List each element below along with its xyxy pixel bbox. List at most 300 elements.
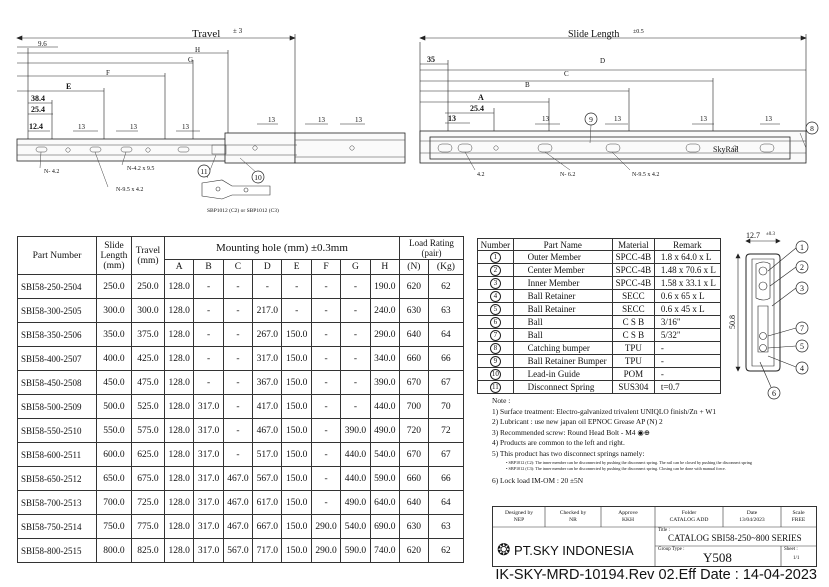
spec-cell: 317.0: [194, 419, 223, 443]
spec-cell: -: [311, 371, 340, 395]
col-hole-A: A: [164, 260, 193, 275]
parts-cell-number: [478, 381, 514, 394]
drawing-title: CATALOG SBI58-250~800 SERIES: [668, 533, 802, 543]
hole-label-n42x95: N-4.2 x 9.5: [127, 166, 155, 172]
spec-cell: 550.0: [96, 419, 131, 443]
parts-cell: t=0.7: [654, 381, 720, 394]
dim-25-4-right: 25.4: [470, 104, 484, 113]
parts-cell: Ball Retainer Bumper: [513, 355, 612, 368]
spec-cell: 630: [399, 299, 428, 323]
spec-cell: 66: [428, 347, 463, 371]
spec-cell: 340.0: [370, 347, 399, 371]
parts-cell: 5/32": [654, 329, 720, 342]
slide-length-label: Slide Length: [568, 29, 620, 40]
note-1: 1) Surface treatment: Electro-galvanized trivalent UNIQLO finish/Zn + W1: [492, 406, 717, 416]
spec-cell: 150.0: [282, 491, 311, 515]
spec-cell: 425.0: [131, 347, 164, 371]
spec-row: [18, 371, 464, 395]
spec-cell: SBI58-550-2510: [18, 419, 97, 443]
spec-cell: 440.0: [341, 467, 370, 491]
folder: CATALOG ADD: [669, 517, 709, 523]
spec-cell: 620: [399, 275, 428, 299]
parts-row: [478, 251, 721, 264]
parts-cell-number: [478, 303, 514, 316]
spec-cell: 640: [399, 323, 428, 347]
spec-cell: 62: [428, 275, 463, 299]
parts-cell: Lead-in Guide: [513, 368, 612, 381]
spec-cell: -: [311, 443, 340, 467]
spec-cell: 575.0: [131, 419, 164, 443]
parts-row: [478, 355, 721, 368]
part-number-circle: 8: [490, 343, 501, 354]
spec-cell: 128.0: [164, 443, 193, 467]
spec-cell: -: [311, 299, 340, 323]
spec-cell: 670: [399, 443, 428, 467]
callout-8: 8: [810, 124, 814, 133]
section-callout-2: 2: [800, 263, 804, 272]
section-callout-3: 3: [800, 284, 804, 293]
parts-cell-number: [478, 264, 514, 277]
parts-row: [478, 381, 721, 394]
spec-cell: SBI58-500-2509: [18, 395, 97, 419]
section-callout-6: 6: [772, 389, 776, 398]
dim-38-4: 38.4: [31, 94, 45, 103]
spec-cell: 640.0: [370, 491, 399, 515]
spec-cell: -: [341, 299, 370, 323]
spec-cell: 128.0: [164, 515, 193, 539]
part-number-circle: 1: [490, 252, 501, 263]
spec-cell: SBI58-250-2504: [18, 275, 97, 299]
part-number-circle: 7: [490, 330, 501, 341]
parts-cell-number: [478, 316, 514, 329]
spec-cell: 128.0: [164, 323, 193, 347]
spec-cell: 150.0: [282, 419, 311, 443]
spec-cell: -: [194, 371, 223, 395]
spec-cell: -: [311, 323, 340, 347]
spec-cell: 800.0: [96, 539, 131, 563]
spec-cell: 128.0: [164, 275, 193, 299]
spec-cell: 440.0: [341, 443, 370, 467]
spec-cell: 70: [428, 395, 463, 419]
spec-cell: 625.0: [131, 443, 164, 467]
parts-cell: TPU: [612, 355, 654, 368]
parts-cell: Center Member: [513, 264, 612, 277]
note-4: 4) Products are common to the left and right.: [492, 438, 625, 448]
parts-cell: TPU: [612, 342, 654, 355]
parts-cell: POM: [612, 368, 654, 381]
spec-cell: 540.0: [341, 515, 370, 539]
spec-cell: 450.0: [96, 371, 131, 395]
parts-cell: Ball Retainer: [513, 303, 612, 316]
spring-code: SBP1012 (C2) or SBP1012 (C3): [207, 208, 279, 214]
spec-cell: 660: [399, 347, 428, 371]
spec-cell: 317.0: [194, 515, 223, 539]
spec-cell: 150.0: [282, 467, 311, 491]
callout-11: 11: [200, 167, 208, 176]
hole-label-4-2: 4.2: [477, 172, 485, 178]
parts-cell-number: [478, 342, 514, 355]
parts-table: [477, 238, 721, 394]
spec-cell: 467.0: [253, 419, 282, 443]
parts-row: [478, 329, 721, 342]
col-travel: Travel (mm): [131, 237, 164, 275]
note-5a: • SBP1012 (C2): The inner member can be disconnected by pushing the disconnect spring. The rail can be closed by pushing the disconnect spring: [506, 459, 752, 465]
hole-label-n95-left: N-9.5 x 4.2: [116, 187, 144, 193]
parts-cell: Ball Retainer: [513, 290, 612, 303]
spec-cell: 128.0: [164, 395, 193, 419]
col-part-number: Part Number: [18, 237, 97, 275]
col-hole-D: D: [253, 260, 282, 275]
spec-cell: 150.0: [282, 323, 311, 347]
spec-cell: 128.0: [164, 347, 193, 371]
spec-cell: SBI58-750-2514: [18, 515, 97, 539]
spec-cell: 630: [399, 515, 428, 539]
spec-cell: SBI58-450-2508: [18, 371, 97, 395]
spec-cell: 350.0: [96, 323, 131, 347]
spec-table: [17, 236, 464, 563]
spec-cell: 567.0: [253, 467, 282, 491]
spec-cell: 67: [428, 371, 463, 395]
parts-row: [478, 368, 721, 381]
note-5b: • SBP1012 (C3): The inner member can be disconnected by pushing the disconnect spring. Closing can be done with manual force.: [506, 465, 726, 471]
part-number-circle: 6: [490, 317, 501, 328]
spec-cell: 300.0: [96, 299, 131, 323]
spec-cell: -: [223, 275, 252, 299]
spec-cell: -: [341, 395, 370, 419]
title-block: [492, 506, 817, 567]
spec-cell: -: [194, 347, 223, 371]
folder-label: Folder: [681, 510, 697, 516]
spec-cell: 367.0: [253, 371, 282, 395]
spec-cell: -: [253, 275, 282, 299]
dim-13-r4: 13: [765, 115, 772, 123]
spec-cell: 540.0: [370, 443, 399, 467]
spec-row: [18, 443, 464, 467]
spec-cell: 128.0: [164, 467, 193, 491]
spec-cell: 250.0: [131, 275, 164, 299]
cross-section: [730, 226, 829, 406]
parts-cell: Catching bumper: [513, 342, 612, 355]
spec-cell: -: [311, 275, 340, 299]
company-logo-icon: ❂: [497, 542, 511, 559]
document-footer: IK-SKY-MRD-10194.Rev 02.Eff Date : 14-04-2023: [495, 567, 817, 583]
spec-cell: 317.0: [194, 467, 223, 491]
spec-cell: -: [223, 347, 252, 371]
spec-cell: SBI58-800-2515: [18, 539, 97, 563]
spec-cell: 467.0: [223, 515, 252, 539]
col-hole-E: E: [282, 260, 311, 275]
spec-cell: 390.0: [370, 371, 399, 395]
checked-by: NR: [569, 517, 577, 523]
spec-cell: -: [223, 443, 252, 467]
spec-cell: -: [223, 323, 252, 347]
section-height: 50.8: [728, 315, 737, 329]
spec-cell: 128.0: [164, 299, 193, 323]
spec-cell: 475.0: [131, 371, 164, 395]
spec-cell: -: [311, 491, 340, 515]
parts-cell: -: [654, 355, 720, 368]
section-callout-4: 4: [800, 364, 804, 373]
note-3: 3) Recommended screw: Round Head Bolt - M4 ◉⊕: [492, 427, 650, 437]
dim-13-l6: 13: [355, 116, 362, 124]
col-mounting-hole: Mounting hole (mm) ±0.3mm: [164, 237, 399, 260]
spec-cell: 700.0: [96, 491, 131, 515]
spec-cell: 317.0: [194, 395, 223, 419]
section-callout-5: 5: [800, 342, 804, 351]
parts-cell: 1.8 x 64.0 x L: [654, 251, 720, 264]
spec-cell: SBI58-650-2512: [18, 467, 97, 491]
part-number-circle: 3: [490, 278, 501, 289]
spec-cell: 300.0: [131, 299, 164, 323]
col-load-1: (Kg): [428, 260, 463, 275]
section-callout-1: 1: [800, 243, 804, 252]
spec-cell: 150.0: [282, 371, 311, 395]
spec-cell: -: [311, 467, 340, 491]
spec-row: [18, 419, 464, 443]
note-2: 2) Lubricant : use new japan oil EPNOC Grease AP (N) 2: [492, 417, 663, 427]
parts-cell: Ball: [513, 316, 612, 329]
dim-13-l5: 13: [318, 116, 325, 124]
parts-cell: SECC: [612, 303, 654, 316]
designed-by: NEP: [513, 517, 525, 523]
spec-cell: 64: [428, 491, 463, 515]
parts-cell: SUS304: [612, 381, 654, 394]
parts-cell-number: [478, 329, 514, 342]
dim-13-r2: 13: [614, 115, 621, 123]
dim-35: 35: [427, 55, 435, 64]
spec-cell: 740.0: [370, 539, 399, 563]
parts-cell-number: [478, 290, 514, 303]
spec-cell: 128.0: [164, 539, 193, 563]
spec-cell: 440.0: [370, 395, 399, 419]
parts-cell: Outer Member: [513, 251, 612, 264]
parts-cell: 0.6 x 45 x L: [654, 303, 720, 316]
parts-cell: SPCC-4B: [612, 277, 654, 290]
spec-cell: -: [311, 419, 340, 443]
spec-cell: 720: [399, 419, 428, 443]
spec-cell: 128.0: [164, 419, 193, 443]
parts-row: [478, 290, 721, 303]
spec-cell: -: [282, 299, 311, 323]
spec-cell: 417.0: [253, 395, 282, 419]
parts-row: [478, 303, 721, 316]
spec-cell: 390.0: [341, 419, 370, 443]
spec-cell: 150.0: [282, 347, 311, 371]
spec-cell: SBI58-350-2506: [18, 323, 97, 347]
spec-cell: 775.0: [131, 515, 164, 539]
spec-cell: -: [194, 299, 223, 323]
col-slide-length: Slide Length (mm): [96, 237, 131, 275]
spec-cell: 617.0: [253, 491, 282, 515]
spec-cell: SBI58-700-2513: [18, 491, 97, 515]
spec-cell: -: [341, 347, 370, 371]
spec-cell: 640: [399, 491, 428, 515]
section-width: 12.7: [746, 231, 760, 240]
company-name: ❂ PT.SKY INDONESIA: [497, 542, 634, 559]
spec-cell: 660: [399, 467, 428, 491]
dim-13-l1: 13: [78, 123, 85, 131]
spec-cell: -: [282, 275, 311, 299]
parts-col-2: Material: [612, 239, 654, 251]
spec-cell: 217.0: [253, 299, 282, 323]
spec-cell: -: [223, 419, 252, 443]
travel-tolerance: ± 3: [233, 27, 243, 35]
spec-cell: 267.0: [253, 323, 282, 347]
spec-cell: 667.0: [253, 515, 282, 539]
dim-13-r0: 13: [448, 114, 456, 123]
spec-cell: 490.0: [370, 419, 399, 443]
dim-B: B: [525, 81, 530, 89]
part-number-circle: 10: [491, 370, 499, 379]
spec-cell: 500.0: [96, 395, 131, 419]
spec-cell: 66: [428, 467, 463, 491]
dim-H: H: [195, 46, 201, 54]
spec-cell: 467.0: [223, 467, 252, 491]
spec-cell: 67: [428, 443, 463, 467]
spec-cell: 150.0: [282, 515, 311, 539]
spec-cell: 400.0: [96, 347, 131, 371]
approve: KKH: [621, 517, 635, 523]
spec-cell: 700: [399, 395, 428, 419]
brand-mark: SkyRail: [713, 145, 739, 154]
notes-title: Note :: [492, 396, 511, 405]
spec-cell: 717.0: [253, 539, 282, 563]
spec-cell: 317.0: [253, 347, 282, 371]
spec-row: [18, 323, 464, 347]
spec-cell: 290.0: [311, 515, 340, 539]
parts-col-3: Remark: [654, 239, 720, 251]
spec-cell: 290.0: [370, 323, 399, 347]
slide-drawing: [0, 0, 829, 236]
spec-row: [18, 515, 464, 539]
title-label: Title :: [658, 528, 670, 533]
col-hole-G: G: [341, 260, 370, 275]
parts-cell: Disconnect Spring: [513, 381, 612, 394]
parts-cell-number: [478, 251, 514, 264]
spec-cell: -: [341, 371, 370, 395]
col-hole-H: H: [370, 260, 399, 275]
col-load-rating: Load Rating (pair): [399, 237, 463, 260]
sheet-label: Sheet :: [784, 547, 798, 552]
spec-cell: 62: [428, 539, 463, 563]
spec-cell: 72: [428, 419, 463, 443]
parts-cell-number: [478, 368, 514, 381]
note-6: 6) Lock load IM-OM : 20 ±5N: [492, 475, 584, 485]
travel-label: Travel: [192, 28, 221, 40]
spec-row: [18, 347, 464, 371]
spec-row: [18, 275, 464, 299]
part-number-circle: 9: [490, 356, 501, 367]
dim-12-4: 12.4: [29, 122, 43, 131]
date-label: Date: [746, 510, 758, 516]
spec-cell: 725.0: [131, 491, 164, 515]
spec-row: [18, 395, 464, 419]
parts-cell: SPCC-4B: [612, 251, 654, 264]
spec-cell: -: [223, 395, 252, 419]
dim-13-l2: 13: [130, 123, 137, 131]
spec-cell: 190.0: [370, 275, 399, 299]
group-type: Y508: [703, 550, 732, 565]
col-hole-B: B: [194, 260, 223, 275]
callout-10: 10: [254, 173, 262, 182]
spec-cell: 590.0: [341, 539, 370, 563]
group-label: Group Type :: [658, 547, 685, 552]
parts-row: [478, 277, 721, 290]
spec-cell: 63: [428, 299, 463, 323]
spec-cell: 64: [428, 323, 463, 347]
parts-cell: 0.6 x 65 x L: [654, 290, 720, 303]
hole-label-n42-left: N- 4.2: [44, 169, 60, 175]
spec-cell: SBI58-300-2505: [18, 299, 97, 323]
spec-cell: -: [341, 275, 370, 299]
dim-13-r3: 13: [700, 115, 707, 123]
spec-cell: -: [223, 371, 252, 395]
spec-cell: SBI58-400-2507: [18, 347, 97, 371]
date: 13/04/2023: [739, 517, 765, 523]
spec-cell: -: [194, 275, 223, 299]
spec-cell: -: [341, 323, 370, 347]
dim-C: C: [564, 70, 569, 78]
spec-cell: 128.0: [164, 491, 193, 515]
scale: FREE: [791, 517, 806, 523]
spec-cell: 600.0: [96, 443, 131, 467]
spec-cell: 590.0: [370, 467, 399, 491]
spec-row: [18, 299, 464, 323]
dim-G: G: [188, 56, 194, 64]
parts-cell-number: [478, 277, 514, 290]
spec-cell: 525.0: [131, 395, 164, 419]
col-load-0: (N): [399, 260, 428, 275]
sheet: 1/1: [793, 556, 800, 561]
spec-cell: 690.0: [370, 515, 399, 539]
parts-col-1: Part Name: [513, 239, 612, 251]
spec-cell: 620: [399, 539, 428, 563]
parts-cell: Ball: [513, 329, 612, 342]
spec-cell: 750.0: [96, 515, 131, 539]
spec-cell: 490.0: [341, 491, 370, 515]
spec-cell: 650.0: [96, 467, 131, 491]
spec-cell: 290.0: [311, 539, 340, 563]
spec-row: [18, 467, 464, 491]
checked-by-label: Checked by: [559, 510, 587, 516]
spec-cell: 240.0: [370, 299, 399, 323]
col-hole-F: F: [311, 260, 340, 275]
spec-cell: 317.0: [194, 491, 223, 515]
parts-cell: C S B: [612, 316, 654, 329]
spec-cell: 63: [428, 515, 463, 539]
spec-cell: 150.0: [282, 443, 311, 467]
spec-cell: 467.0: [223, 491, 252, 515]
parts-cell: SECC: [612, 290, 654, 303]
parts-cell-number: [478, 355, 514, 368]
parts-cell: 3/16": [654, 316, 720, 329]
spec-cell: -: [194, 323, 223, 347]
parts-cell: SPCC-4B: [612, 264, 654, 277]
notes: [492, 396, 812, 486]
spec-cell: SBI58-600-2511: [18, 443, 97, 467]
parts-row: [478, 264, 721, 277]
callout-9: 9: [589, 115, 593, 124]
part-number-circle: 5: [490, 304, 501, 315]
spec-cell: 150.0: [282, 539, 311, 563]
spec-cell: 375.0: [131, 323, 164, 347]
dim-13-l4: 13: [268, 116, 275, 124]
slide-length-tolerance: ±0.5: [633, 29, 644, 35]
part-number-circle: 11: [490, 382, 501, 393]
scale-label: Scale: [792, 510, 805, 516]
parts-cell: 1.48 x 70.6 x L: [654, 264, 720, 277]
note-5: 5) This product has two disconnect springs namely:: [492, 448, 645, 458]
